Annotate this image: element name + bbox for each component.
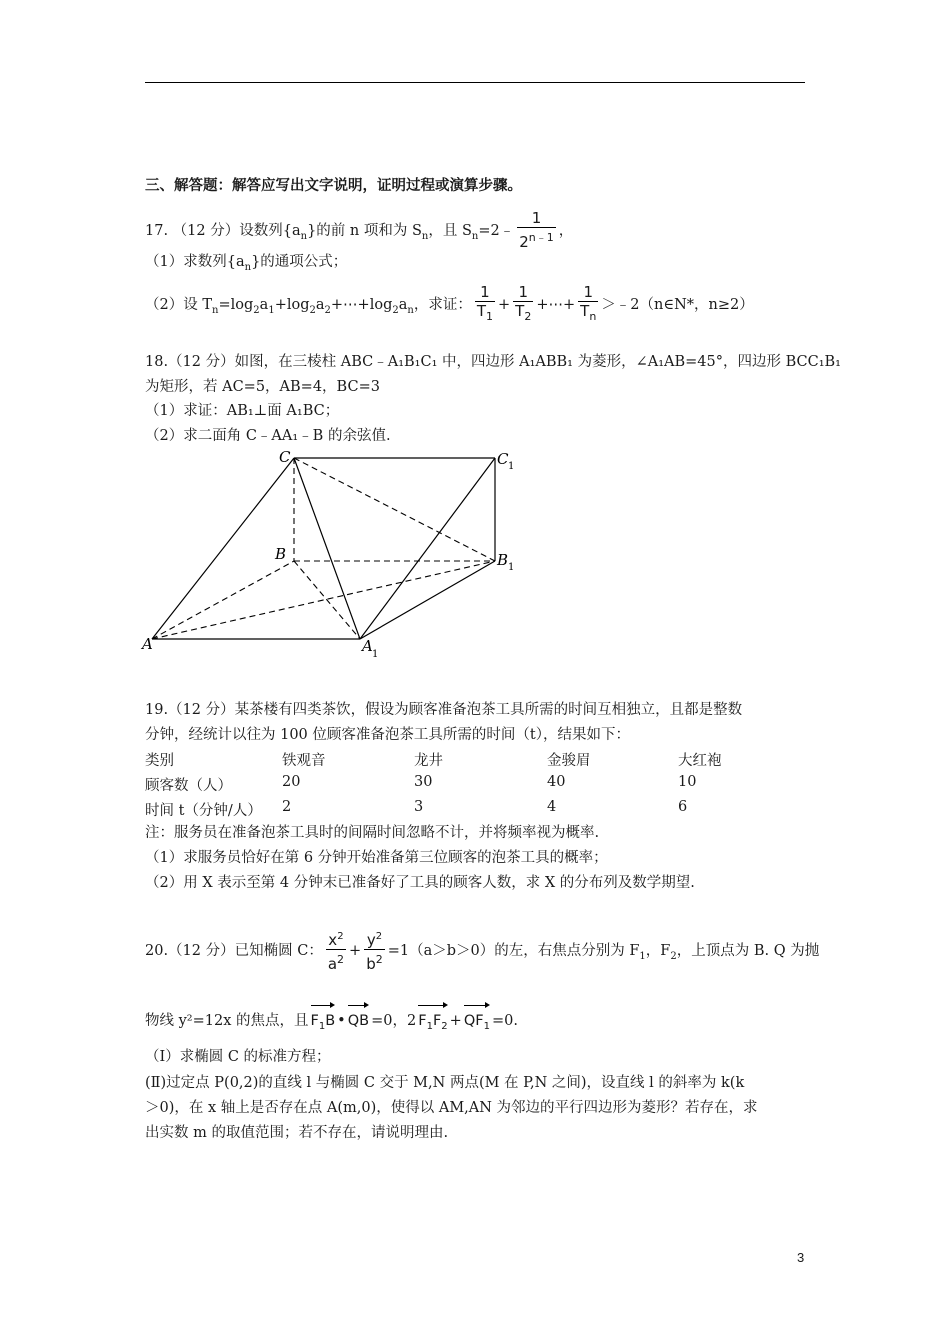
table-cell: 金骏眉 (547, 753, 591, 769)
edge-A1C1 (360, 458, 495, 639)
q19-line1: 19.（12 分）某茶楼有四类茶饮，假设为顾客准备泡茶工具所需的时间互相独立，且都是整数 (145, 702, 743, 718)
label-C1-sub: 1 (508, 461, 515, 472)
edge-BA1 (294, 561, 360, 639)
vector-F1F2: $F_1F_2$ (418, 1002, 447, 1040)
label-B: B (275, 545, 287, 563)
table-cell: 3 (414, 799, 424, 815)
q20-stem: 20.（12 分）已知椭圆 C： $\frac{x^2}{a^2}$ + $\frac{y^2}{b^2}$ =1（a＞b＞0）的左，右焦点分别为 $F_1$，$F_2$，上顶点为 B. Q 为抛 (145, 928, 819, 977)
q20-frac-y: $\frac{y^2}{b^2}$ (366, 931, 383, 973)
page-number: 3 (797, 1250, 805, 1265)
table-cell: 龙井 (414, 753, 443, 769)
edge-A1B1 (360, 561, 495, 639)
label-C: C (279, 448, 291, 466)
q19-note: 注：服务员在准备泡茶工具时的间隔时间忽略不计，并将频率视为概率. (145, 825, 600, 841)
table-cell: 大红袍 (678, 753, 722, 769)
vector-QB: QB (348, 1002, 369, 1034)
table-cell: 类别 (145, 753, 174, 769)
q18-line2: 为矩形，若 AC=5，AB=4，BC=3 (145, 379, 380, 395)
label-B1: B (497, 551, 509, 569)
edge-CA1 (294, 458, 360, 639)
q19-part2: （2）用 X 表示至第 4 分钟末已准备好了工具的顾客人数，求 X 的分布列及数学期望. (145, 875, 695, 891)
q17-part1: （1）求数列$\{a_n\}$的通项公式； (145, 254, 348, 273)
q20-line2: 物线 y²=12x 的焦点，且 $F_1B$ • QB =0，2 $F_1F_2 + QF_1 =0$. (145, 1002, 518, 1040)
table-cell: 20 (282, 774, 301, 790)
edge-AB (152, 561, 294, 639)
vector-QF1: $QF_1$ (464, 1002, 490, 1040)
table-cell: 顾客数（人） (145, 778, 232, 794)
q18-line1: 18.（12 分）如图，在三棱柱 ABC﹣A₁B₁C₁ 中，四边形 A₁ABB₁ 为菱形，∠A₁AB=45°，四边形 BCC₁B₁ (145, 354, 841, 370)
table-cell: 10 (678, 774, 697, 790)
prism-figure (140, 443, 540, 663)
q17-frac-t1: $\frac{1}{T_1}$ (475, 284, 495, 326)
section-heading: 三、解答题：解答应写出文字说明，证明过程或演算步骤。 (145, 177, 522, 194)
table-cell: 6 (678, 799, 688, 815)
table-cell: 40 (547, 774, 566, 790)
q18-part2: （2）求二面角 C﹣AA₁﹣B 的余弦值. (145, 428, 391, 444)
q17-part2: （2）设 $T_n=\log_2a_1+\log_2a_2+\cdots+\log_2a_n$，求证： $\frac{1}{T_1}$ + $\frac{1}{T_2}$ +⋯+ $\frac{1}{T_n}$ ＞﹣2（n∈N*，n≥2） (145, 284, 754, 327)
q20-part1: （Ⅰ）求椭圆 C 的标准方程； (145, 1049, 331, 1065)
q20-part2-line2: ＞0)，在 x 轴上是否存在点 A(m,0)，使得以 AM,AN 为邻边的平行四边形为菱形？若存在，求 (145, 1100, 758, 1116)
q17-fraction: $\frac{1}{2^{n﹣1}}$ (519, 209, 554, 251)
table-cell: 30 (414, 774, 433, 790)
table-cell: 铁观音 (282, 753, 326, 769)
q20-part2-line1: (Ⅱ)过定点 P(0,2)的直线 l 与椭圆 C 交于 M,N 两点(M 在 P,N 之间)，设直线 l 的斜率为 k(k (145, 1075, 745, 1091)
table-cell: 时间 t（分钟/人） (145, 803, 262, 819)
q17-frac-t2: $\frac{1}{T_2}$ (513, 284, 533, 326)
q19-part1: （1）求服务员恰好在第 6 分钟开始准备第三位顾客的泡茶工具的概率； (145, 850, 608, 866)
q19-line2: 分钟，经统计以往为 100 位顾客准备泡茶工具所需的时间（t），结果如下： (145, 727, 630, 743)
label-C1: C (497, 450, 509, 468)
q17-frac-tn: $\frac{1}{T_n}$ (578, 284, 598, 326)
q17-stem: 17. （12 分）设数列$\{a_n\}$的前 n 项和为 $S_n$，且 $S_n=2﹣$ $\frac{1}{2^{n﹣1}}$ ， (145, 209, 574, 251)
vector-F1B: $F_1B$ (311, 1002, 336, 1040)
edge-CB1 (294, 458, 495, 561)
header-rule (145, 82, 805, 83)
label-B1-sub: 1 (508, 562, 515, 573)
label-A1: A (362, 637, 373, 655)
q18-part1: （1）求证：AB₁⊥面 A₁BC； (145, 403, 340, 419)
label-A: A (142, 635, 153, 653)
q20-part2-line3: 出实数 m 的取值范围；若不存在，请说明理由. (145, 1125, 449, 1141)
label-A1-sub: 1 (372, 649, 379, 660)
table-cell: 4 (547, 799, 557, 815)
table-cell: 2 (282, 799, 292, 815)
q20-frac-x: $\frac{x^2}{a^2}$ (327, 931, 345, 973)
